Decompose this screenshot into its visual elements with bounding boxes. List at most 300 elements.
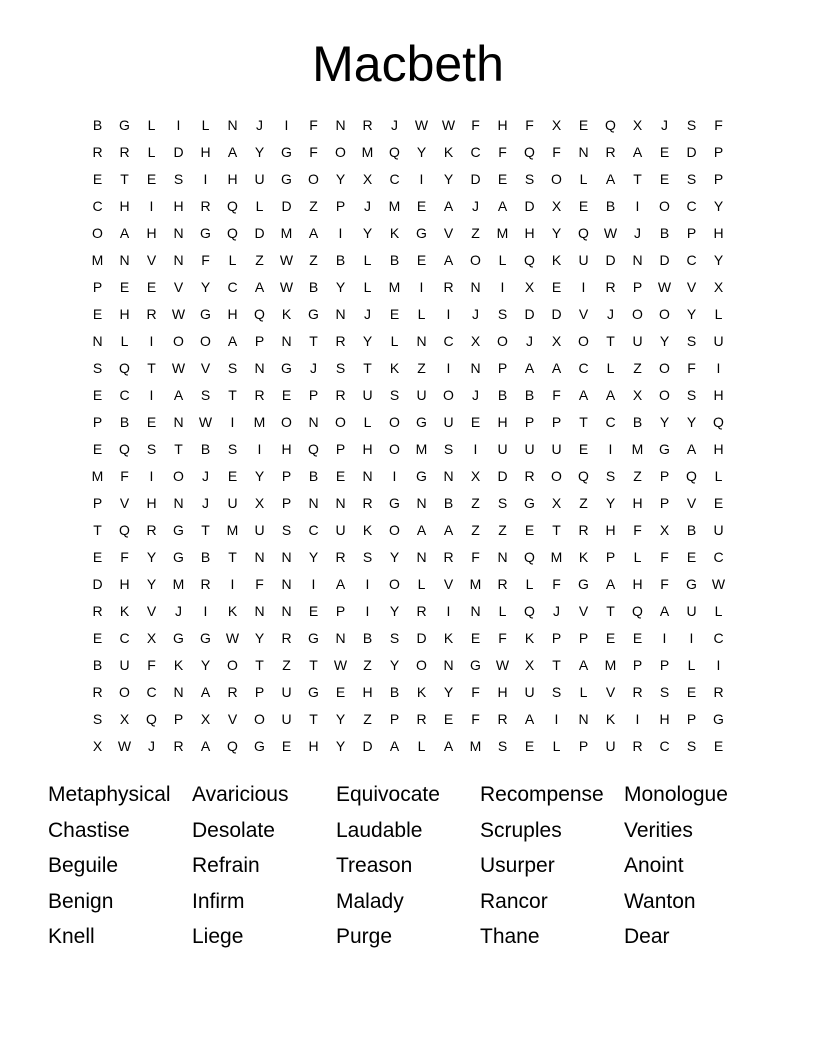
grid-letter: P bbox=[551, 630, 562, 646]
grid-letter: E bbox=[605, 630, 616, 646]
grid-letter: A bbox=[686, 441, 697, 457]
grid-letter: Q bbox=[254, 306, 265, 322]
grid-letter: R bbox=[443, 549, 454, 565]
grid-letter: I bbox=[311, 576, 316, 592]
grid-letter: Q bbox=[119, 441, 130, 457]
grid-letter: W bbox=[198, 414, 213, 430]
word-list-item: Treason bbox=[336, 854, 413, 877]
grid-letter: T bbox=[309, 711, 318, 727]
grid-letter: Y bbox=[308, 549, 319, 565]
grid-letter: M bbox=[469, 738, 482, 754]
grid-letter: B bbox=[524, 387, 535, 403]
grid-letter: I bbox=[149, 198, 154, 214]
grid-letter: L bbox=[714, 603, 723, 619]
grid-letter: E bbox=[524, 738, 535, 754]
grid-letter: N bbox=[308, 495, 319, 511]
grid-letter: T bbox=[606, 333, 615, 349]
grid-letter: I bbox=[203, 603, 208, 619]
grid-letter: A bbox=[632, 144, 643, 160]
grid-letter: H bbox=[227, 306, 238, 322]
grid-letter: E bbox=[551, 279, 562, 295]
grid-letter: T bbox=[255, 657, 264, 673]
grid-letter: B bbox=[200, 549, 211, 565]
grid-letter: S bbox=[92, 360, 103, 376]
grid-letter: P bbox=[254, 684, 265, 700]
grid-letter: J bbox=[553, 603, 560, 619]
grid-letter: U bbox=[686, 603, 697, 619]
grid-letter: R bbox=[362, 495, 373, 511]
grid-letter: H bbox=[605, 522, 616, 538]
grid-letter: A bbox=[443, 522, 454, 538]
grid-letter: Q bbox=[119, 360, 130, 376]
grid-letter: E bbox=[92, 387, 103, 403]
grid-letter: E bbox=[92, 306, 103, 322]
grid-letter: K bbox=[578, 549, 589, 565]
grid-letter: I bbox=[635, 198, 640, 214]
grid-letter: Y bbox=[389, 549, 400, 565]
grid-letter: Y bbox=[200, 279, 211, 295]
grid-letter: T bbox=[579, 414, 588, 430]
grid-letter: I bbox=[149, 333, 154, 349]
grid-letter: L bbox=[363, 414, 372, 430]
grid-letter: L bbox=[255, 198, 264, 214]
grid-letter: F bbox=[120, 468, 129, 484]
grid-letter: H bbox=[632, 495, 643, 511]
grid-letter: E bbox=[416, 252, 427, 268]
grid-letter: U bbox=[119, 657, 130, 673]
grid-letter: N bbox=[335, 630, 346, 646]
grid-letter: A bbox=[173, 387, 184, 403]
grid-letter: Y bbox=[686, 414, 697, 430]
grid-letter: F bbox=[633, 522, 642, 538]
grid-letter: P bbox=[254, 333, 265, 349]
word-list-item: Liege bbox=[192, 925, 244, 948]
grid-letter: C bbox=[659, 738, 670, 754]
grid-letter: H bbox=[119, 576, 130, 592]
word-list-item: Scruples bbox=[480, 818, 562, 842]
grid-letter: N bbox=[470, 360, 481, 376]
grid-letter: R bbox=[443, 279, 454, 295]
grid-letter: S bbox=[227, 360, 238, 376]
grid-letter: X bbox=[92, 738, 103, 754]
grid-letter: I bbox=[473, 441, 478, 457]
grid-letter: G bbox=[281, 171, 292, 187]
grid-letter: N bbox=[497, 549, 508, 565]
grid-letter: G bbox=[119, 117, 130, 133]
grid-letter: L bbox=[390, 333, 399, 349]
grid-letter: A bbox=[605, 171, 616, 187]
grid-letter: Z bbox=[633, 360, 642, 376]
grid-letter: W bbox=[333, 657, 348, 673]
letter-grid bbox=[84, 112, 732, 760]
grid-letter: G bbox=[173, 630, 184, 646]
grid-letter: S bbox=[686, 387, 697, 403]
grid-letter: W bbox=[117, 738, 132, 754]
grid-letter: A bbox=[389, 738, 400, 754]
grid-letter: Q bbox=[227, 225, 238, 241]
grid-letter: S bbox=[524, 171, 535, 187]
grid-letter: J bbox=[391, 117, 398, 133]
grid-letter: W bbox=[414, 117, 429, 133]
grid-letter: R bbox=[200, 576, 211, 592]
grid-letter: Q bbox=[686, 468, 697, 484]
grid-letter: G bbox=[200, 306, 211, 322]
grid-letter: P bbox=[551, 414, 562, 430]
grid-letter: K bbox=[416, 684, 427, 700]
grid-letter: X bbox=[551, 495, 562, 511]
grid-letter: G bbox=[200, 630, 211, 646]
grid-letter: C bbox=[227, 279, 238, 295]
grid-letter: N bbox=[335, 495, 346, 511]
word-list-item: Recompense bbox=[480, 783, 604, 806]
grid-letter: E bbox=[92, 549, 103, 565]
grid-letter: P bbox=[335, 198, 346, 214]
grid-letter: I bbox=[230, 414, 235, 430]
grid-letter: A bbox=[200, 738, 211, 754]
grid-letter: E bbox=[92, 441, 103, 457]
grid-letter: S bbox=[497, 738, 508, 754]
grid-letter: U bbox=[416, 387, 427, 403]
grid-letter: Y bbox=[362, 225, 373, 241]
grid-letter: F bbox=[309, 144, 318, 160]
grid-letter: Z bbox=[579, 495, 588, 511]
grid-letter: R bbox=[119, 144, 130, 160]
grid-letter: K bbox=[227, 603, 238, 619]
grid-letter: O bbox=[92, 225, 103, 241]
grid-letter: Y bbox=[335, 171, 346, 187]
grid-letter: V bbox=[443, 576, 454, 592]
grid-letter: G bbox=[524, 495, 535, 511]
grid-letter: N bbox=[173, 225, 184, 241]
grid-letter: C bbox=[119, 630, 130, 646]
grid-letter: R bbox=[92, 603, 103, 619]
grid-letter: R bbox=[92, 684, 103, 700]
word-list-item: Monologue bbox=[624, 783, 728, 806]
grid-letter: H bbox=[281, 441, 292, 457]
grid-letter: K bbox=[605, 711, 616, 727]
grid-letter: E bbox=[497, 171, 508, 187]
grid-letter: M bbox=[415, 441, 428, 457]
grid-letter: S bbox=[443, 441, 454, 457]
word-list-item: Refrain bbox=[192, 854, 260, 877]
grid-letter: C bbox=[146, 684, 157, 700]
grid-letter: Q bbox=[389, 144, 400, 160]
grid-letter: M bbox=[226, 522, 239, 538]
grid-letter: E bbox=[632, 630, 643, 646]
grid-letter: F bbox=[255, 576, 264, 592]
grid-letter: Q bbox=[713, 414, 724, 430]
grid-letter: W bbox=[657, 279, 672, 295]
grid-letter: S bbox=[389, 630, 400, 646]
grid-letter: I bbox=[716, 657, 721, 673]
grid-letter: N bbox=[335, 306, 346, 322]
grid-letter: P bbox=[686, 711, 697, 727]
grid-letter: J bbox=[526, 333, 533, 349]
grid-letter: I bbox=[176, 117, 181, 133]
grid-letter: G bbox=[416, 225, 427, 241]
grid-letter: M bbox=[631, 441, 644, 457]
grid-letter: U bbox=[335, 522, 346, 538]
grid-letter: Z bbox=[633, 468, 642, 484]
grid-letter: I bbox=[419, 279, 424, 295]
grid-letter: F bbox=[471, 549, 480, 565]
grid-letter: R bbox=[578, 522, 589, 538]
grid-letter: E bbox=[389, 306, 400, 322]
grid-letter: N bbox=[443, 657, 454, 673]
grid-letter: G bbox=[416, 414, 427, 430]
grid-letter: E bbox=[335, 468, 346, 484]
grid-letter: C bbox=[578, 360, 589, 376]
grid-letter: R bbox=[335, 549, 346, 565]
grid-letter: L bbox=[498, 603, 507, 619]
grid-letter: W bbox=[171, 360, 186, 376]
grid-letter: K bbox=[443, 144, 454, 160]
grid-letter: G bbox=[686, 576, 697, 592]
grid-letter: A bbox=[200, 684, 211, 700]
grid-letter: I bbox=[662, 630, 667, 646]
grid-letter: H bbox=[146, 225, 157, 241]
grid-letter: G bbox=[308, 306, 319, 322]
grid-letter: I bbox=[230, 576, 235, 592]
grid-letter: S bbox=[173, 171, 184, 187]
grid-letter: N bbox=[470, 603, 481, 619]
grid-letter: Q bbox=[524, 549, 535, 565]
grid-letter: S bbox=[362, 549, 373, 565]
grid-letter: N bbox=[281, 333, 292, 349]
word-list-item: Rancor bbox=[480, 889, 548, 913]
grid-letter: U bbox=[551, 441, 562, 457]
grid-letter: N bbox=[578, 144, 589, 160]
grid-letter: C bbox=[713, 630, 724, 646]
grid-letter: X bbox=[632, 387, 643, 403]
grid-letter: J bbox=[364, 306, 371, 322]
grid-letter: W bbox=[711, 576, 726, 592]
grid-letter: E bbox=[578, 441, 589, 457]
grid-letter: F bbox=[201, 252, 210, 268]
grid-letter: D bbox=[497, 468, 508, 484]
grid-letter: Y bbox=[551, 225, 562, 241]
grid-letter: L bbox=[633, 549, 642, 565]
grid-letter: I bbox=[392, 468, 397, 484]
grid-letter: J bbox=[202, 495, 209, 511]
grid-letter: L bbox=[606, 360, 615, 376]
grid-letter: F bbox=[552, 387, 561, 403]
grid-letter: U bbox=[605, 738, 616, 754]
grid-letter: P bbox=[335, 603, 346, 619]
grid-letter: R bbox=[713, 684, 724, 700]
grid-letter: L bbox=[552, 738, 561, 754]
grid-letter: W bbox=[495, 657, 510, 673]
grid-letter: O bbox=[173, 468, 184, 484]
grid-letter: M bbox=[496, 225, 509, 241]
word-list-item: Malady bbox=[336, 889, 404, 913]
grid-letter: Q bbox=[146, 711, 157, 727]
grid-letter: H bbox=[200, 144, 211, 160]
grid-letter: K bbox=[524, 630, 535, 646]
grid-letter: J bbox=[472, 306, 479, 322]
grid-letter: A bbox=[443, 252, 454, 268]
grid-letter: N bbox=[119, 252, 130, 268]
grid-letter: T bbox=[93, 522, 102, 538]
grid-letter: H bbox=[119, 198, 130, 214]
grid-letter: E bbox=[92, 630, 103, 646]
grid-letter: Y bbox=[146, 549, 157, 565]
grid-letter: D bbox=[551, 306, 562, 322]
grid-letter: H bbox=[713, 387, 724, 403]
grid-letter: J bbox=[148, 738, 155, 754]
grid-letter: P bbox=[173, 711, 184, 727]
grid-letter: H bbox=[362, 441, 373, 457]
grid-letter: J bbox=[472, 387, 479, 403]
grid-letter: B bbox=[443, 495, 454, 511]
grid-letter: Y bbox=[362, 333, 373, 349]
word-list-item: Usurper bbox=[480, 854, 555, 877]
grid-letter: Q bbox=[578, 225, 589, 241]
grid-letter: I bbox=[365, 603, 370, 619]
grid-letter: E bbox=[524, 522, 535, 538]
grid-letter: H bbox=[524, 225, 535, 241]
grid-letter: X bbox=[551, 198, 562, 214]
grid-letter: N bbox=[443, 468, 454, 484]
grid-letter: A bbox=[443, 738, 454, 754]
grid-letter: Z bbox=[309, 252, 318, 268]
grid-letter: F bbox=[525, 117, 534, 133]
grid-letter: Y bbox=[605, 495, 616, 511]
grid-letter: J bbox=[364, 198, 371, 214]
grid-letter: R bbox=[632, 738, 643, 754]
grid-letter: M bbox=[604, 657, 617, 673]
grid-letter: Y bbox=[335, 711, 346, 727]
grid-letter: S bbox=[389, 387, 400, 403]
grid-letter: R bbox=[362, 117, 373, 133]
grid-letter: V bbox=[173, 279, 184, 295]
grid-letter: I bbox=[446, 603, 451, 619]
grid-letter: W bbox=[441, 117, 456, 133]
grid-letter: P bbox=[578, 738, 589, 754]
grid-letter: R bbox=[335, 333, 346, 349]
grid-letter: B bbox=[389, 252, 400, 268]
grid-letter: B bbox=[92, 657, 103, 673]
grid-letter: X bbox=[470, 468, 481, 484]
grid-letter: O bbox=[254, 711, 265, 727]
grid-letter: E bbox=[119, 279, 130, 295]
grid-letter: C bbox=[686, 198, 697, 214]
grid-letter: N bbox=[254, 360, 265, 376]
grid-letter: T bbox=[201, 522, 210, 538]
grid-letter: V bbox=[605, 684, 616, 700]
grid-letter: U bbox=[227, 495, 238, 511]
grid-letter: R bbox=[632, 684, 643, 700]
grid-letter: U bbox=[281, 684, 292, 700]
grid-letter: E bbox=[146, 279, 157, 295]
grid-letter: H bbox=[308, 738, 319, 754]
grid-letter: E bbox=[146, 171, 157, 187]
grid-letter: Q bbox=[227, 198, 238, 214]
grid-letter: E bbox=[659, 144, 670, 160]
word-list-item: Infirm bbox=[192, 889, 245, 913]
grid-letter: P bbox=[524, 414, 535, 430]
grid-letter: J bbox=[202, 468, 209, 484]
grid-letter: L bbox=[363, 279, 372, 295]
grid-letter: R bbox=[200, 198, 211, 214]
grid-letter: Y bbox=[416, 144, 427, 160]
grid-letter: X bbox=[632, 117, 643, 133]
grid-letter: K bbox=[362, 522, 373, 538]
grid-letter: O bbox=[578, 333, 589, 349]
grid-letter: G bbox=[173, 549, 184, 565]
grid-letter: V bbox=[146, 603, 157, 619]
grid-letter: B bbox=[362, 630, 373, 646]
grid-letter: B bbox=[605, 198, 616, 214]
grid-letter: U bbox=[362, 387, 373, 403]
grid-letter: P bbox=[659, 657, 670, 673]
grid-letter: Y bbox=[443, 171, 454, 187]
grid-letter: P bbox=[92, 414, 103, 430]
grid-letter: E bbox=[578, 198, 589, 214]
grid-letter: H bbox=[497, 117, 508, 133]
grid-letter: S bbox=[146, 441, 157, 457]
grid-letter: I bbox=[446, 360, 451, 376]
grid-letter: D bbox=[470, 171, 481, 187]
grid-letter: O bbox=[659, 198, 670, 214]
grid-letter: T bbox=[363, 360, 372, 376]
grid-letter: R bbox=[335, 387, 346, 403]
grid-letter: I bbox=[284, 117, 289, 133]
grid-letter: D bbox=[362, 738, 373, 754]
grid-letter: F bbox=[660, 549, 669, 565]
grid-letter: Y bbox=[254, 630, 265, 646]
grid-letter: U bbox=[632, 333, 643, 349]
grid-letter: L bbox=[201, 117, 210, 133]
grid-letter: I bbox=[149, 468, 154, 484]
grid-letter: C bbox=[686, 252, 697, 268]
grid-letter: G bbox=[308, 684, 319, 700]
grid-letter: P bbox=[578, 630, 589, 646]
grid-letter: A bbox=[551, 360, 562, 376]
grid-letter: S bbox=[497, 306, 508, 322]
word-list-item: Wanton bbox=[624, 889, 696, 913]
grid-letter: I bbox=[581, 279, 586, 295]
grid-letter: E bbox=[443, 711, 454, 727]
grid-letter: Z bbox=[255, 252, 264, 268]
grid-letter: U bbox=[443, 414, 454, 430]
grid-letter: Y bbox=[389, 603, 400, 619]
grid-letter: R bbox=[173, 738, 184, 754]
grid-letter: S bbox=[92, 711, 103, 727]
grid-letter: E bbox=[146, 414, 157, 430]
grid-letter: Q bbox=[119, 522, 130, 538]
grid-letter: M bbox=[91, 252, 104, 268]
grid-letter: T bbox=[228, 387, 237, 403]
grid-letter: G bbox=[659, 441, 670, 457]
grid-letter: Y bbox=[659, 333, 670, 349]
grid-letter: O bbox=[389, 441, 400, 457]
grid-letter: O bbox=[389, 522, 400, 538]
word-list-item: Thane bbox=[480, 925, 540, 948]
grid-letter: L bbox=[363, 252, 372, 268]
grid-letter: F bbox=[660, 576, 669, 592]
grid-letter: F bbox=[147, 657, 156, 673]
grid-letter: A bbox=[119, 225, 130, 241]
grid-letter: U bbox=[254, 171, 265, 187]
grid-letter: R bbox=[605, 279, 616, 295]
grid-letter: A bbox=[605, 387, 616, 403]
grid-letter: D bbox=[524, 198, 535, 214]
word-list-item: Laudable bbox=[336, 818, 423, 842]
grid-letter: K bbox=[173, 657, 184, 673]
grid-letter: Y bbox=[200, 657, 211, 673]
word-list-item: Knell bbox=[48, 925, 95, 948]
